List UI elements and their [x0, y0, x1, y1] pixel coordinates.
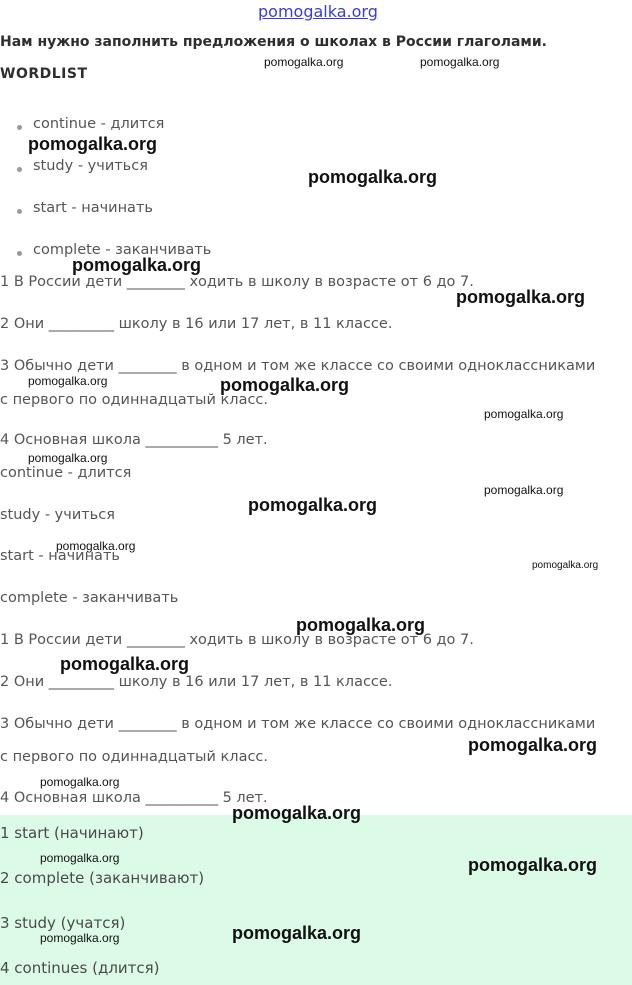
watermark: pomogalka.org	[232, 803, 362, 823]
site-link[interactable]: pomogalka.org	[258, 2, 378, 21]
watermark: pomogalka.org	[456, 287, 586, 307]
watermark: pomogalka.org	[28, 374, 108, 388]
watermark: pomogalka.org	[308, 167, 438, 187]
watermark: pomogalka.org	[468, 855, 598, 875]
sentence-line: с первого по одиннадцатый класс.	[0, 749, 269, 765]
word-line: continue - длится	[0, 465, 132, 481]
sentence-line: 2 Они _________ школу в 16 или 17 лет, в 11 классе.	[0, 316, 393, 332]
sentence-line: 4 Основная школа __________ 5 лет.	[0, 790, 268, 806]
bullet-icon	[17, 209, 22, 214]
watermark: pomogalka.org	[264, 55, 344, 69]
answer-line: 1 start (начинают)	[0, 824, 144, 842]
watermark: pomogalka.org	[468, 735, 598, 755]
watermark: pomogalka.org	[232, 923, 362, 943]
sentence-line: 4 Основная школа __________ 5 лет.	[0, 432, 268, 448]
answer-line: 4 continues (длится)	[0, 959, 160, 977]
watermark: pomogalka.org	[248, 495, 378, 515]
watermark: pomogalka.org	[484, 483, 564, 497]
watermark: pomogalka.org	[484, 407, 564, 421]
watermark: pomogalka.org	[532, 560, 599, 571]
watermark: pomogalka.org	[56, 539, 136, 553]
word-line: complete - заканчивать	[0, 590, 179, 606]
watermark: pomogalka.org	[296, 615, 426, 635]
bullet-icon	[17, 251, 22, 256]
answer-line: 2 complete (заканчивают)	[0, 869, 205, 887]
sentence-line: 1 В России дети ________ ходить в школу в возрасте от 6 до 7.	[0, 274, 474, 290]
sentence-line: 2 Они _________ школу в 16 или 17 лет, в 11 классе.	[0, 674, 393, 690]
word-line: study - учиться	[0, 507, 115, 523]
watermark: pomogalka.org	[72, 255, 202, 275]
watermark: pomogalka.org	[28, 134, 158, 154]
watermark: pomogalka.org	[40, 775, 120, 789]
watermark: pomogalka.org	[60, 654, 190, 674]
wordlist-item: complete - заканчивать	[33, 242, 212, 258]
watermark: pomogalka.org	[40, 931, 120, 945]
wordlist-item: start - начинать	[33, 200, 153, 216]
watermark: pomogalka.org	[420, 55, 500, 69]
bullet-icon	[17, 167, 22, 172]
watermark: pomogalka.org	[40, 851, 120, 865]
sentence-line: 3 Обычно дети ________ в одном и том же классе со своими одноклассниками	[0, 716, 596, 732]
sentence-line: 3 Обычно дети ________ в одном и том же классе со своими одноклассниками	[0, 358, 596, 374]
sentence-line: 1 В России дети ________ ходить в школу в возрасте от 6 до 7.	[0, 632, 474, 648]
answer-line: 3 study (учатся)	[0, 914, 126, 932]
watermark: pomogalka.org	[28, 451, 108, 465]
page-title: Нам нужно заполнить предложения о школах в России глаголами.	[0, 34, 547, 50]
wordlist-item: continue - длится	[33, 116, 165, 132]
bullet-icon	[17, 125, 22, 130]
wordlist-heading: WORDLIST	[0, 66, 88, 82]
wordlist-item: study - учиться	[33, 158, 148, 174]
sentence-line: с первого по одиннадцатый класс.	[0, 392, 269, 408]
word-line: start - начинать	[0, 548, 120, 564]
watermark: pomogalka.org	[220, 375, 350, 395]
